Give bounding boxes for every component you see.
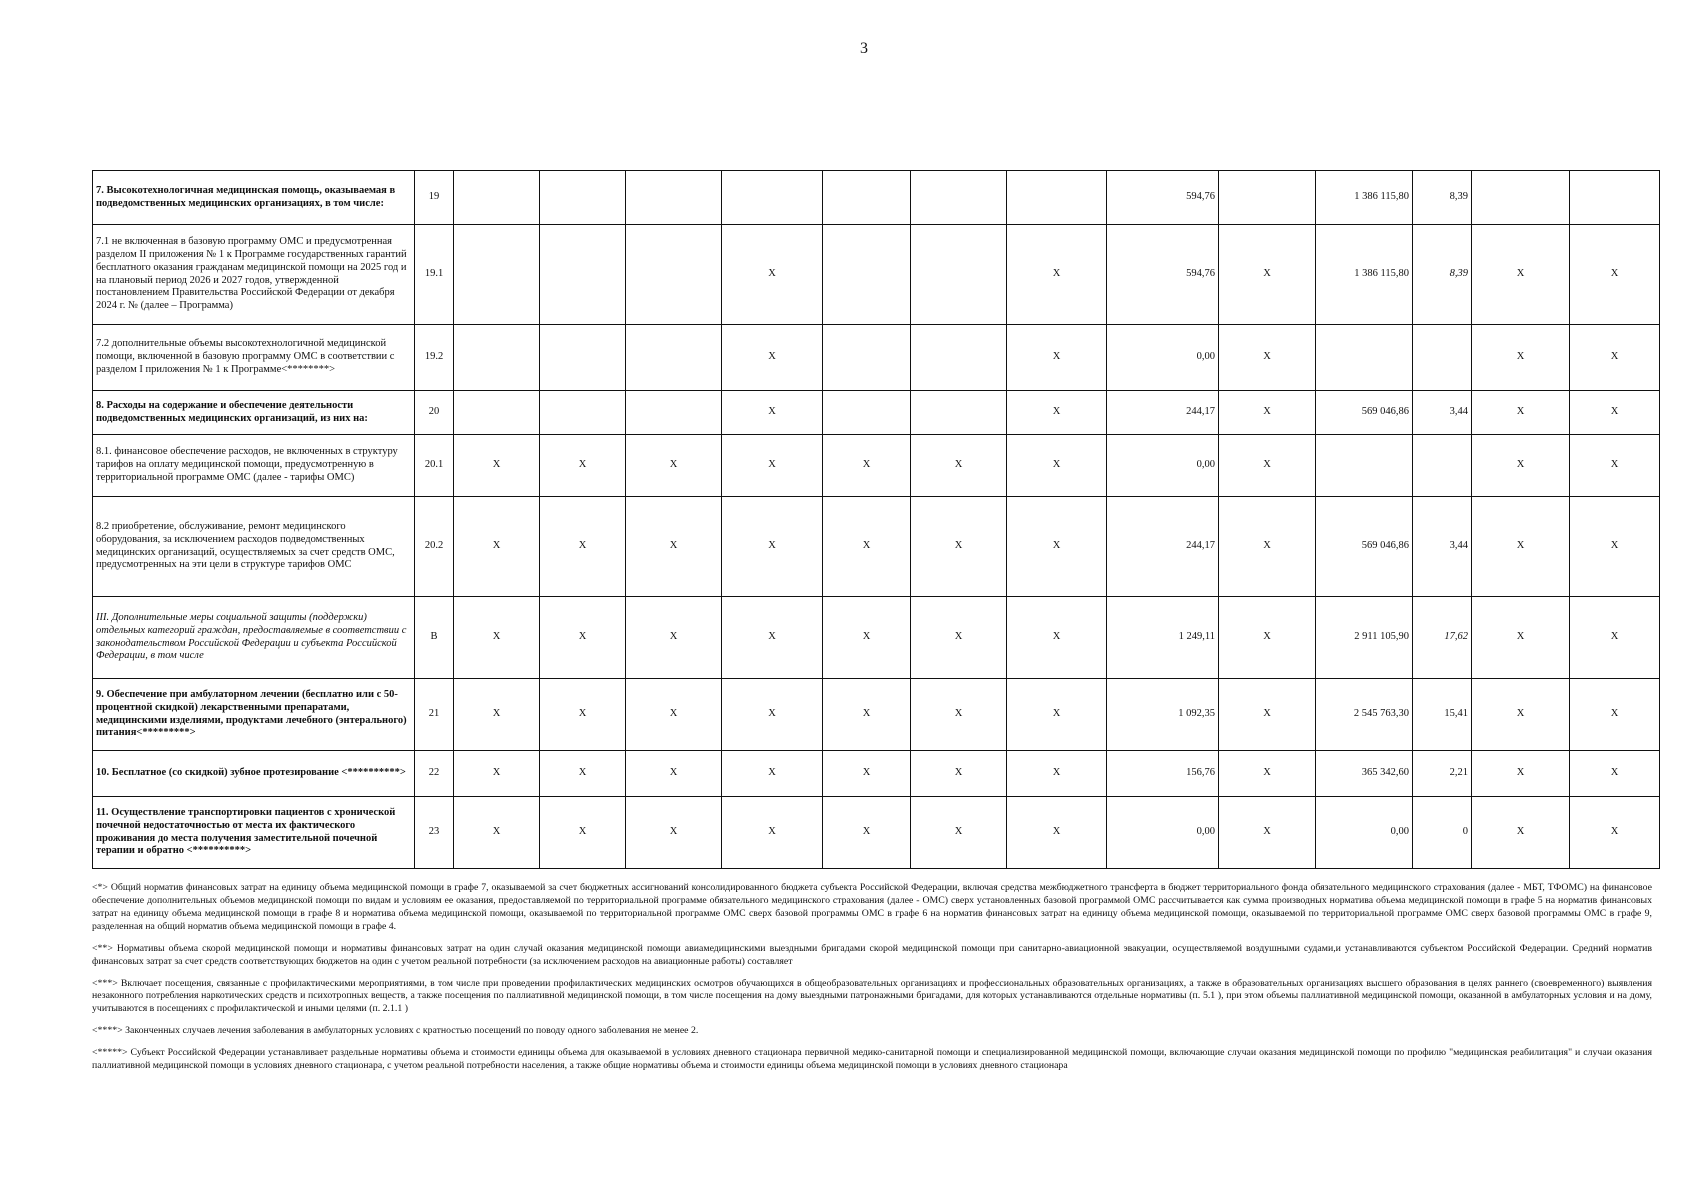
table-cell: X — [1219, 435, 1316, 497]
footnote: <*****> Субъект Российской Федерации устанавливает раздельные нормативы объема и стоимости единицы объема для оказываемой в условиях дневного стационара первичной медико-санитарной помощи и специализированной медицинской помощи, включающие случаи оказания медицинской помощи по профилю "медицинская реабилитация" и случаи оказания паллиативной медицинской помощи в условиях дневного стационара, с учетом реальной потребности населения, а также общие нормативы объема и стоимости единицы объема медицинской помощи в условиях дневного стационара — [92, 1047, 1652, 1072]
table-cell: X — [1007, 225, 1107, 325]
table-cell — [454, 391, 540, 435]
row-code: 23 — [415, 797, 454, 869]
table-cell — [626, 391, 722, 435]
table-cell: X — [911, 797, 1007, 869]
table-cell: X — [911, 597, 1007, 679]
row-code: 19 — [415, 171, 454, 225]
table-cell: 2 545 763,30 — [1316, 679, 1413, 751]
table-cell — [454, 325, 540, 391]
table-cell — [1472, 171, 1570, 225]
table-cell: X — [540, 751, 626, 797]
table-cell: 2 911 105,90 — [1316, 597, 1413, 679]
table-cell: X — [1007, 325, 1107, 391]
table-cell: X — [540, 597, 626, 679]
footnote: <***> Включает посещения, связанные с профилактическими мероприятиями, в том числе при проведении профилактических медицинских осмотров обучающихся в общеобразовательных организациях и профессиональных образовательных организациях, а также в образовательных организациях высшего образования в целях раннего (своевременного) выявления незаконного потребления наркотических средств и психотропных веществ, а также посещения по паллиативной медицинской помощи, в том числе посещения на дому выездными патронажными бригадами, для которых устанавливаются отдельные нормативы (п. 5.1 ), при этом объемы паллиативной медицинской помощи, оказанной в амбулаторных условия и на дому, учитываются в посещениях с профилактической и иными целями (п. 2.1.1 ) — [92, 977, 1652, 1015]
table-cell: X — [722, 751, 823, 797]
row-name: 7. Высокотехнологичная медицинская помощь, оказываемая в подведомственных медицинских организациях, в том числе: — [93, 171, 415, 225]
footnote: <**> Нормативы объема скорой медицинской помощи и нормативы финансовых затрат на один случай оказания медицинской помощи авиамедицинскими выездными бригадами скорой медицинской помощи при санитарно-авиационной эвакуации, осуществляемой воздушными судами,и устанавливаются субъектом Российской Федерации. Средний норматив финансовых затрат за счет средств соответствующих бюджетов на один с учетом реальной потребности (за исключением расходов на авиационные работы) составляет — [92, 942, 1652, 967]
table-cell: X — [1570, 435, 1660, 497]
table-cell: X — [1472, 225, 1570, 325]
table-cell: X — [454, 751, 540, 797]
table-cell: 1 092,35 — [1107, 679, 1219, 751]
table-cell: 244,17 — [1107, 391, 1219, 435]
table-cell: X — [626, 497, 722, 597]
table-cell — [540, 225, 626, 325]
row-code: 20.1 — [415, 435, 454, 497]
table-cell — [911, 325, 1007, 391]
table-cell: X — [454, 597, 540, 679]
table-cell: 2,21 — [1413, 751, 1472, 797]
table-cell: 156,76 — [1107, 751, 1219, 797]
table-cell: X — [911, 497, 1007, 597]
table-cell: X — [823, 435, 911, 497]
row-code: 20 — [415, 391, 454, 435]
table-cell — [911, 171, 1007, 225]
table-cell: X — [1219, 497, 1316, 597]
table-cell: X — [911, 679, 1007, 751]
table-cell: 365 342,60 — [1316, 751, 1413, 797]
table-cell: 0,00 — [1107, 797, 1219, 869]
table-cell: 1 386 115,80 — [1316, 171, 1413, 225]
table-cell — [722, 171, 823, 225]
row-name: 8.2 приобретение, обслуживание, ремонт медицинского оборудования, за исключением расходов подведомственных медицинских организаций, осуществляемых за счет средств ОМС, предусмотренных на эти цели в структуре тарифов ОМС — [93, 497, 415, 597]
table-cell: X — [1570, 497, 1660, 597]
table-cell: 15,41 — [1413, 679, 1472, 751]
table-cell: X — [1472, 751, 1570, 797]
table-cell: X — [722, 325, 823, 391]
row-name: 8. Расходы на содержание и обеспечение деятельности подведомственных медицинских организаций, из них на: — [93, 391, 415, 435]
table-cell: 1 249,11 — [1107, 597, 1219, 679]
table-cell: X — [823, 679, 911, 751]
row-code: 19.2 — [415, 325, 454, 391]
table-cell: 569 046,86 — [1316, 391, 1413, 435]
table-cell: 0,00 — [1107, 325, 1219, 391]
page-number: 3 — [860, 40, 868, 57]
normatives-table — [92, 170, 1660, 869]
table-cell: X — [823, 597, 911, 679]
table-cell — [911, 225, 1007, 325]
table-cell — [540, 171, 626, 225]
table-cell: X — [540, 435, 626, 497]
table-cell: X — [1472, 391, 1570, 435]
table-cell: X — [1570, 391, 1660, 435]
table-cell — [1413, 435, 1472, 497]
table-cell: X — [454, 679, 540, 751]
table-row — [93, 225, 1660, 325]
footnote: <*> Общий норматив финансовых затрат на единицу объема медицинской помощи в графе 7, оказываемой за счет бюджетных ассигнований консолидированного бюджета субъекта Российской Федерации, включая средства межбюджетного трансферта в бюджет территориального фонда обязательного медицинского страхования (далее - МБТ, ТФОМС) на финансовое обеспечение дополнительных объемов медицинской помощи по видам и условиям ее оказания, предоставляемой по территориальной программе обязательного медицинского страхования (далее - ОМС) сверх установленных базовой программой ОМС рассчитывается как сумма производных норматива объема медицинской помощи в графе 5 на норматив финансовых затрат на единицу объема медицинской помощи в графе 8 и норматива объема медицинской помощи, оказываемой по территориальной программе ОМС сверх базовой программы ОМС в графе 6 на норматив финансовых затрат на единицу объема медицинской помощи, оказываемой по территориальной программе ОМС сверх базовой программы ОМС в графе 9, разделенная на общий норматив объема медицинской помощи в графе 4. — [92, 882, 1652, 932]
row-name: 9. Обеспечение при амбулаторном лечении (бесплатно или с 50-процентной скидкой) лекарственными препаратами, медицинскими изделиями, продуктами лечебного (энтерального) питания<*********> — [93, 679, 415, 751]
table-cell: X — [1472, 679, 1570, 751]
row-name: 7.2 дополнительные объемы высокотехнологичной медицинской помощи, включенной в базовую программу ОМС в соответствии с разделом I приложения № 1 к Программе<********> — [93, 325, 415, 391]
table-cell — [626, 171, 722, 225]
table-cell: X — [1570, 751, 1660, 797]
table-cell: X — [1219, 797, 1316, 869]
table-cell — [540, 391, 626, 435]
table-row — [93, 751, 1660, 797]
table-cell: X — [1570, 797, 1660, 869]
table-cell: X — [1007, 497, 1107, 597]
table-cell — [823, 325, 911, 391]
footnote: <****> Законченных случаев лечения заболевания в амбулаторных условиях с кратностью посещений по поводу одного заболевания не менее 2. — [92, 1025, 699, 1037]
table-cell: X — [626, 751, 722, 797]
table-cell: X — [454, 497, 540, 597]
table-cell: X — [722, 225, 823, 325]
table-cell: 17,62 — [1413, 597, 1472, 679]
row-name: 7.1 не включенная в базовую программу ОМС и предусмотренная разделом II приложения № 1 к Программе государственных гарантий бесплатного оказания гражданам медицинской помощи на 2025 год и на плановый период 2026 и 2027 годов, утвержденной постановлением Правительства Российской Федерации от декабря 2024 г. № (далее – Программа) — [93, 225, 415, 325]
table-cell: X — [911, 751, 1007, 797]
table-cell: 569 046,86 — [1316, 497, 1413, 597]
row-name: 8.1. финансовое обеспечение расходов, не включенных в структуру тарифов на оплату медицинской помощи, предусмотренную в территориальной программе ОМС (далее - тарифы ОМС) — [93, 435, 415, 497]
table-cell: X — [1570, 225, 1660, 325]
table-cell: X — [1219, 751, 1316, 797]
row-code: 19.1 — [415, 225, 454, 325]
table-cell — [454, 171, 540, 225]
table-cell: X — [540, 797, 626, 869]
table-cell: X — [722, 679, 823, 751]
table-cell: X — [1219, 325, 1316, 391]
table-cell: 244,17 — [1107, 497, 1219, 597]
row-name: III. Дополнительные меры социальной защиты (поддержки) отдельных категорий граждан, предоставляемые в соответствии с законодательством Российской Федерации и субъекта Российской Федерации, в том числе — [93, 597, 415, 679]
row-name: 11. Осуществление транспортировки пациентов с хронической почечной недостаточностью от места их фактического проживания до места получения заместительной почечной терапии и обратно <**********> — [93, 797, 415, 869]
table-cell — [911, 391, 1007, 435]
table-cell: X — [1007, 797, 1107, 869]
table-cell: X — [1472, 497, 1570, 597]
footnotes — [92, 882, 1652, 1082]
table-cell: X — [626, 597, 722, 679]
table-cell: 3,44 — [1413, 391, 1472, 435]
row-name: 10. Бесплатное (со скидкой) зубное протезирование <**********> — [93, 751, 415, 797]
table-cell — [1316, 435, 1413, 497]
table-row — [93, 325, 1660, 391]
table-cell: 8,39 — [1413, 171, 1472, 225]
table-cell — [1316, 325, 1413, 391]
table-cell: X — [911, 435, 1007, 497]
table-cell: X — [722, 497, 823, 597]
table-row — [93, 679, 1660, 751]
table-cell — [1219, 171, 1316, 225]
table-cell: X — [1219, 597, 1316, 679]
table-cell: 0,00 — [1316, 797, 1413, 869]
table-cell: X — [823, 751, 911, 797]
table-cell: X — [1472, 435, 1570, 497]
table-cell: X — [1472, 797, 1570, 869]
table-cell: X — [722, 597, 823, 679]
table-cell: X — [1472, 325, 1570, 391]
table-cell: 3,44 — [1413, 497, 1472, 597]
table-row — [93, 171, 1660, 225]
table-cell — [823, 171, 911, 225]
table-cell — [1570, 171, 1660, 225]
table-cell: X — [626, 797, 722, 869]
table-cell: X — [1219, 391, 1316, 435]
table-row — [93, 497, 1660, 597]
table-cell: X — [540, 679, 626, 751]
table-cell: 0 — [1413, 797, 1472, 869]
table-cell: X — [1570, 597, 1660, 679]
table-cell: 0,00 — [1107, 435, 1219, 497]
table-cell: X — [626, 679, 722, 751]
table-cell — [626, 225, 722, 325]
table-cell: X — [823, 797, 911, 869]
table-row — [93, 391, 1660, 435]
table-cell: X — [1570, 325, 1660, 391]
table-cell — [1413, 325, 1472, 391]
table-cell — [454, 225, 540, 325]
table-row — [93, 435, 1660, 497]
table-cell — [823, 391, 911, 435]
row-code: В — [415, 597, 454, 679]
table-cell: X — [1007, 597, 1107, 679]
table-cell: X — [722, 435, 823, 497]
table-cell: X — [722, 391, 823, 435]
table-cell: X — [1007, 391, 1107, 435]
table-cell — [1007, 171, 1107, 225]
table-cell: X — [722, 797, 823, 869]
table-cell: X — [1007, 751, 1107, 797]
table-cell — [823, 225, 911, 325]
table-cell: 8,39 — [1413, 225, 1472, 325]
table-cell: X — [1219, 679, 1316, 751]
table-cell: X — [1219, 225, 1316, 325]
table-cell: 594,76 — [1107, 171, 1219, 225]
table-cell: X — [540, 497, 626, 597]
table-cell — [626, 325, 722, 391]
table-cell — [540, 325, 626, 391]
table-cell: X — [626, 435, 722, 497]
table-cell: 594,76 — [1107, 225, 1219, 325]
table-cell: X — [1007, 435, 1107, 497]
row-code: 20.2 — [415, 497, 454, 597]
table-cell: X — [1007, 679, 1107, 751]
table-cell: X — [454, 435, 540, 497]
table-cell: X — [1570, 679, 1660, 751]
table-cell: X — [1472, 597, 1570, 679]
table-row — [93, 597, 1660, 679]
table-cell: X — [454, 797, 540, 869]
row-code: 22 — [415, 751, 454, 797]
row-code: 21 — [415, 679, 454, 751]
table-row — [93, 797, 1660, 869]
table-cell: 1 386 115,80 — [1316, 225, 1413, 325]
table-cell: X — [823, 497, 911, 597]
